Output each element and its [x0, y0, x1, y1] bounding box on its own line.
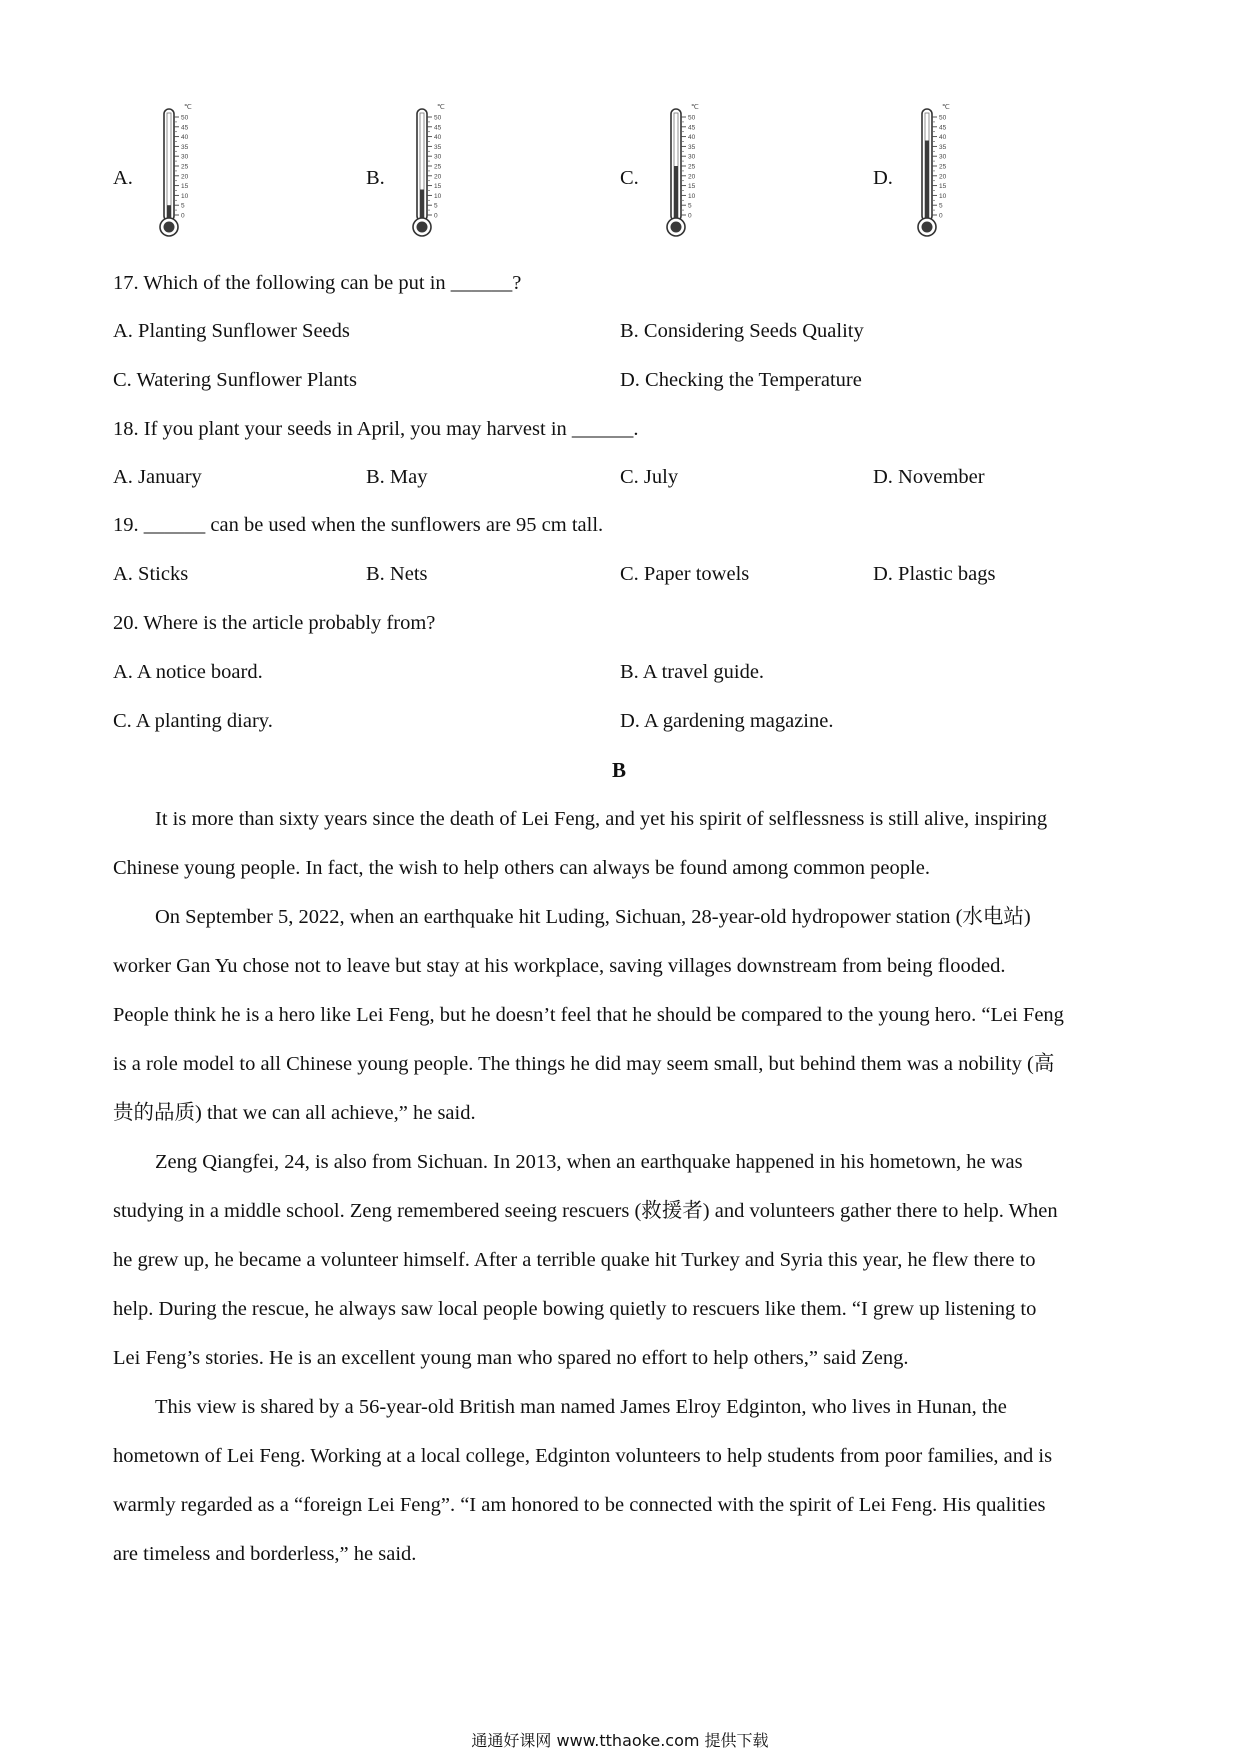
thermometer-tick-label: 25 — [434, 163, 442, 171]
thermometer-unit: ℃ — [942, 104, 950, 111]
thermometer-tick-label: 10 — [939, 192, 947, 200]
thermometer-tick-label: 40 — [434, 134, 442, 142]
option-a: A. Planting Sunflower Seeds — [113, 320, 350, 342]
paragraph-line: On September 5, 2022, when an earthquake hit Luding, Sichuan, 28-year-old hydropower station (水电站) — [155, 906, 1031, 928]
paragraph-line: studying in a middle school. Zeng remembered seeing rescuers (救援者) and volunteers gather there to help. When — [113, 1200, 1058, 1222]
question-text: 20. Where is the article probably from? — [113, 612, 436, 634]
section-title: B — [612, 758, 627, 782]
thermometer-tick-label: 30 — [939, 153, 947, 161]
option-d-letter: D. — [873, 167, 893, 189]
thermometer-mercury — [925, 141, 929, 223]
thermometer-unit: ℃ — [437, 104, 445, 111]
paragraph-line: are timeless and borderless,” he said. — [113, 1543, 417, 1565]
option-a: A. A notice board. — [113, 661, 263, 683]
question-text: 18. If you plant your seeds in April, you may harvest in ______. — [113, 418, 639, 440]
thermometer-tick-label: 20 — [939, 173, 947, 181]
thermometer-tick-label: 50 — [434, 114, 442, 122]
paragraph-line: he grew up, he became a volunteer himself. After a terrible quake hit Turkey and Syria this year, he flew there to — [113, 1249, 1036, 1271]
option-c: C. A planting diary. — [113, 710, 273, 732]
thermometer-tick-label: 25 — [688, 163, 696, 171]
option-c-letter: C. — [620, 167, 639, 189]
option-d: D. A gardening magazine. — [620, 710, 834, 732]
thermometer-tick-label: 45 — [434, 124, 442, 132]
option-b: B. Considering Seeds Quality — [620, 320, 864, 342]
thermometer-tick-label: 40 — [939, 134, 947, 142]
option-c: C. Paper towels — [620, 563, 750, 585]
paragraph-line: warmly regarded as a “foreign Lei Feng”. “I am honored to be connected with the spirit of Lei Feng. His qualities — [113, 1494, 1046, 1516]
thermometer-tick-label: 15 — [434, 183, 442, 191]
paragraph-3 — [113, 1138, 1135, 1383]
thermometer-b-image — [403, 103, 473, 243]
option-b: B. A travel guide. — [620, 661, 765, 683]
thermometer-tick-label: 50 — [181, 114, 189, 122]
thermometer-tick-label: 20 — [434, 173, 442, 181]
thermometer-tick-label: 0 — [688, 212, 692, 220]
thermometer-tick-label: 30 — [688, 153, 696, 161]
question-text: 19. ______ can be used when the sunflowers are 95 cm tall. — [113, 514, 604, 536]
thermometer-tick-label: 0 — [181, 212, 185, 220]
paragraph-line: This view is shared by a 56-year-old British man named James Elroy Edginton, who lives in Hunan, the — [155, 1396, 1007, 1418]
paragraph-line: Lei Feng’s stories. He is an excellent young man who spared no effort to help others,” said Zeng. — [113, 1347, 909, 1369]
thermometer-tick-label: 30 — [181, 153, 189, 161]
thermometer-tick-label: 10 — [434, 192, 442, 200]
thermometer-unit: ℃ — [691, 104, 699, 111]
paragraph-line: is a role model to all Chinese young people. The things he did may seem small, but behind them was a nobility (高 — [113, 1053, 1055, 1075]
option-c: C. July — [620, 466, 679, 488]
thermometer-tick-label: 50 — [939, 114, 947, 122]
thermometer-tick-label: 20 — [688, 173, 696, 181]
thermometer-tick-label: 40 — [181, 134, 189, 142]
paragraph-line: hometown of Lei Feng. Working at a local college, Edginton volunteers to help students from poor families, and is — [113, 1445, 1053, 1467]
option-d: D. Checking the Temperature — [620, 369, 862, 391]
thermometer-tick-label: 40 — [688, 134, 696, 142]
thermometer-tick-label: 25 — [181, 163, 189, 171]
thermometer-tick-label: 25 — [939, 163, 947, 171]
option-c: C. Watering Sunflower Plants — [113, 369, 357, 391]
thermometer-tick-label: 45 — [939, 124, 947, 132]
thermometer-tick-label: 15 — [688, 183, 696, 191]
paragraph-line: It is more than sixty years since the death of Lei Feng, and yet his spirit of selflessness is still alive, inspiring — [155, 808, 1048, 830]
option-b-letter: B. — [366, 167, 385, 189]
thermometer-tick-label: 0 — [939, 212, 943, 220]
thermometer-tick-label: 20 — [181, 173, 189, 181]
thermometer-unit: ℃ — [184, 104, 192, 111]
paragraph-4 — [113, 1383, 1135, 1579]
paragraph-line: help. During the rescue, he always saw local people bowing quietly to rescuers like them. “I grew up listening to — [113, 1298, 1037, 1320]
paragraph-line: worker Gan Yu chose not to leave but stay at his workplace, saving villages downstream from being flooded. — [113, 955, 1006, 977]
thermometer-a-image — [150, 103, 220, 243]
thermometer-tick-label: 50 — [688, 114, 696, 122]
option-a: A. January — [113, 466, 202, 488]
paragraph-line: People think he is a hero like Lei Feng, but he doesn’t feel that he should be compared to the young hero. “Lei Feng — [113, 1004, 1064, 1026]
option-d: D. Plastic bags — [873, 563, 996, 585]
thermometer-tick-label: 15 — [181, 183, 189, 191]
option-b: B. Nets — [366, 563, 428, 585]
paragraph-1 — [113, 795, 1135, 893]
thermometer-tick-label: 45 — [688, 124, 696, 132]
thermometer-c-image — [657, 103, 727, 243]
question-text: 17. Which of the following can be put in ______? — [113, 272, 522, 294]
thermometer-tick-label: 35 — [939, 143, 947, 151]
paragraph-line: Chinese young people. In fact, the wish to help others can always be found among common people. — [113, 857, 930, 879]
thermometer-tick-label: 5 — [688, 202, 692, 210]
thermometer-tick-label: 30 — [434, 153, 442, 161]
option-a: A. Sticks — [113, 563, 189, 585]
thermometer-mercury — [674, 166, 678, 223]
option-d: D. November — [873, 466, 985, 488]
thermometer-tick-label: 10 — [181, 192, 189, 200]
page-footer: 通通好课网 www.tthaoke.com 提供下载 — [471, 1731, 769, 1750]
thermometer-tick-label: 35 — [181, 143, 189, 151]
paragraph-line: Zeng Qiangfei, 24, is also from Sichuan. In 2013, when an earthquake happened in his hometown, he was — [155, 1151, 1023, 1173]
thermometer-tick-label: 5 — [181, 202, 185, 210]
thermometer-tick-label: 0 — [434, 212, 438, 220]
thermometer-tick-label: 5 — [434, 202, 438, 210]
option-a-letter: A. — [113, 167, 133, 189]
paragraph-2 — [113, 893, 1135, 1138]
paragraph-line: 贵的品质) that we can all achieve,” he said. — [113, 1102, 476, 1124]
thermometer-tick-label: 10 — [688, 192, 696, 200]
thermometer-tick-label: 45 — [181, 124, 189, 132]
thermometer-tick-label: 35 — [434, 143, 442, 151]
option-b: B. May — [366, 466, 428, 488]
thermometer-tick-label: 5 — [939, 202, 943, 210]
thermometer-d-image — [908, 103, 978, 243]
thermometer-tick-label: 35 — [688, 143, 696, 151]
thermometer-tick-label: 15 — [939, 183, 947, 191]
